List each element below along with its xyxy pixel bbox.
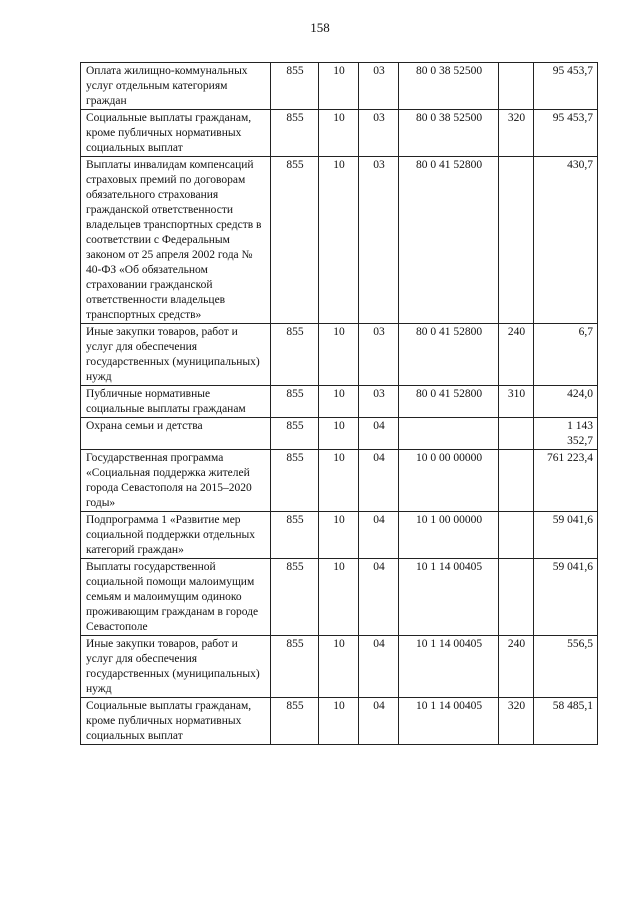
table-row [81, 698, 598, 745]
table-row [81, 110, 598, 157]
target-code-cell [399, 418, 499, 450]
item-name-cell: Подпрограмма 1 «Развитие мер социальной поддержки отдельных категорий граждан» [81, 512, 271, 559]
page-number: 158 [310, 20, 330, 35]
section-code-cell: 10 [319, 450, 359, 512]
target-code-cell: 80 0 41 52800 [399, 324, 499, 386]
subsection-code-cell: 03 [359, 157, 399, 324]
table-row [81, 157, 598, 324]
expense-type-cell: 240 [499, 636, 534, 698]
section-code-cell: 10 [319, 418, 359, 450]
section-code-cell: 10 [319, 110, 359, 157]
amount-cell: 95 453,7 [534, 110, 598, 157]
expense-type-cell: 310 [499, 386, 534, 418]
item-name-cell: Государственная программа «Социальная поддержка жителей города Севастополя на 2015–2020 годы» [81, 450, 271, 512]
amount-cell: 59 041,6 [534, 512, 598, 559]
dept-code-cell: 855 [271, 698, 319, 745]
expense-type-cell [499, 63, 534, 110]
dept-code-cell: 855 [271, 386, 319, 418]
expense-type-cell [499, 157, 534, 324]
dept-code-cell: 855 [271, 157, 319, 324]
subsection-code-cell: 03 [359, 386, 399, 418]
subsection-code-cell: 03 [359, 324, 399, 386]
expense-type-cell [499, 418, 534, 450]
amount-cell: 761 223,4 [534, 450, 598, 512]
expense-type-cell [499, 450, 534, 512]
item-name-cell: Выплаты государственной социальной помощи малоимущим семьям и малоимущим одиноко проживающим гражданам в городе Севастополе [81, 559, 271, 636]
amount-cell: 424,0 [534, 386, 598, 418]
target-code-cell: 80 0 41 52800 [399, 386, 499, 418]
dept-code-cell: 855 [271, 512, 319, 559]
item-name-cell: Социальные выплаты гражданам, кроме публичных нормативных социальных выплат [81, 698, 271, 745]
dept-code-cell: 855 [271, 559, 319, 636]
amount-cell: 430,7 [534, 157, 598, 324]
target-code-cell: 10 1 14 00405 [399, 636, 499, 698]
item-name-cell: Охрана семьи и детства [81, 418, 271, 450]
amount-cell: 1 143 352,7 [534, 418, 598, 450]
table-row [81, 386, 598, 418]
subsection-code-cell: 04 [359, 512, 399, 559]
table-row [81, 636, 598, 698]
budget-table-body [81, 63, 598, 745]
section-code-cell: 10 [319, 157, 359, 324]
target-code-cell: 80 0 38 52500 [399, 63, 499, 110]
amount-cell: 95 453,7 [534, 63, 598, 110]
budget-table [80, 62, 598, 745]
dept-code-cell: 855 [271, 63, 319, 110]
section-code-cell: 10 [319, 386, 359, 418]
item-name-cell: Оплата жилищно-коммунальных услуг отдельным категориям граждан [81, 63, 271, 110]
expense-type-cell [499, 559, 534, 636]
subsection-code-cell: 04 [359, 450, 399, 512]
dept-code-cell: 855 [271, 110, 319, 157]
section-code-cell: 10 [319, 559, 359, 636]
section-code-cell: 10 [319, 324, 359, 386]
section-code-cell: 10 [319, 63, 359, 110]
table-row [81, 63, 598, 110]
amount-cell: 556,5 [534, 636, 598, 698]
section-code-cell: 10 [319, 698, 359, 745]
target-code-cell: 10 1 14 00405 [399, 698, 499, 745]
dept-code-cell: 855 [271, 450, 319, 512]
expense-type-cell [499, 512, 534, 559]
subsection-code-cell: 03 [359, 63, 399, 110]
expense-type-cell: 320 [499, 110, 534, 157]
expense-type-cell: 240 [499, 324, 534, 386]
target-code-cell: 80 0 41 52800 [399, 157, 499, 324]
table-row [81, 324, 598, 386]
table-row [81, 418, 598, 450]
table-row [81, 512, 598, 559]
section-code-cell: 10 [319, 636, 359, 698]
target-code-cell: 10 1 00 00000 [399, 512, 499, 559]
item-name-cell: Иные закупки товаров, работ и услуг для обеспечения государственных (муниципальных) нужд [81, 324, 271, 386]
target-code-cell: 80 0 38 52500 [399, 110, 499, 157]
dept-code-cell: 855 [271, 324, 319, 386]
subsection-code-cell: 04 [359, 418, 399, 450]
amount-cell: 6,7 [534, 324, 598, 386]
item-name-cell: Выплаты инвалидам компенсаций страховых премий по договорам обязательного страхования гражданской ответственности владельцев транспортных средств в соответствии с Федеральным законом от 25 апреля 2002 года № 40-ФЗ «Об обязательном страховании гражданской ответственности владельцев транспортных средств» [81, 157, 271, 324]
amount-cell: 58 485,1 [534, 698, 598, 745]
expense-type-cell: 320 [499, 698, 534, 745]
dept-code-cell: 855 [271, 418, 319, 450]
item-name-cell: Иные закупки товаров, работ и услуг для обеспечения государственных (муниципальных) нужд [81, 636, 271, 698]
section-code-cell: 10 [319, 512, 359, 559]
subsection-code-cell: 04 [359, 698, 399, 745]
table-row [81, 559, 598, 636]
subsection-code-cell: 04 [359, 636, 399, 698]
subsection-code-cell: 04 [359, 559, 399, 636]
dept-code-cell: 855 [271, 636, 319, 698]
subsection-code-cell: 03 [359, 110, 399, 157]
amount-cell: 59 041,6 [534, 559, 598, 636]
target-code-cell: 10 1 14 00405 [399, 559, 499, 636]
item-name-cell: Социальные выплаты гражданам, кроме публичных нормативных социальных выплат [81, 110, 271, 157]
table-row [81, 450, 598, 512]
item-name-cell: Публичные нормативные социальные выплаты гражданам [81, 386, 271, 418]
target-code-cell: 10 0 00 00000 [399, 450, 499, 512]
